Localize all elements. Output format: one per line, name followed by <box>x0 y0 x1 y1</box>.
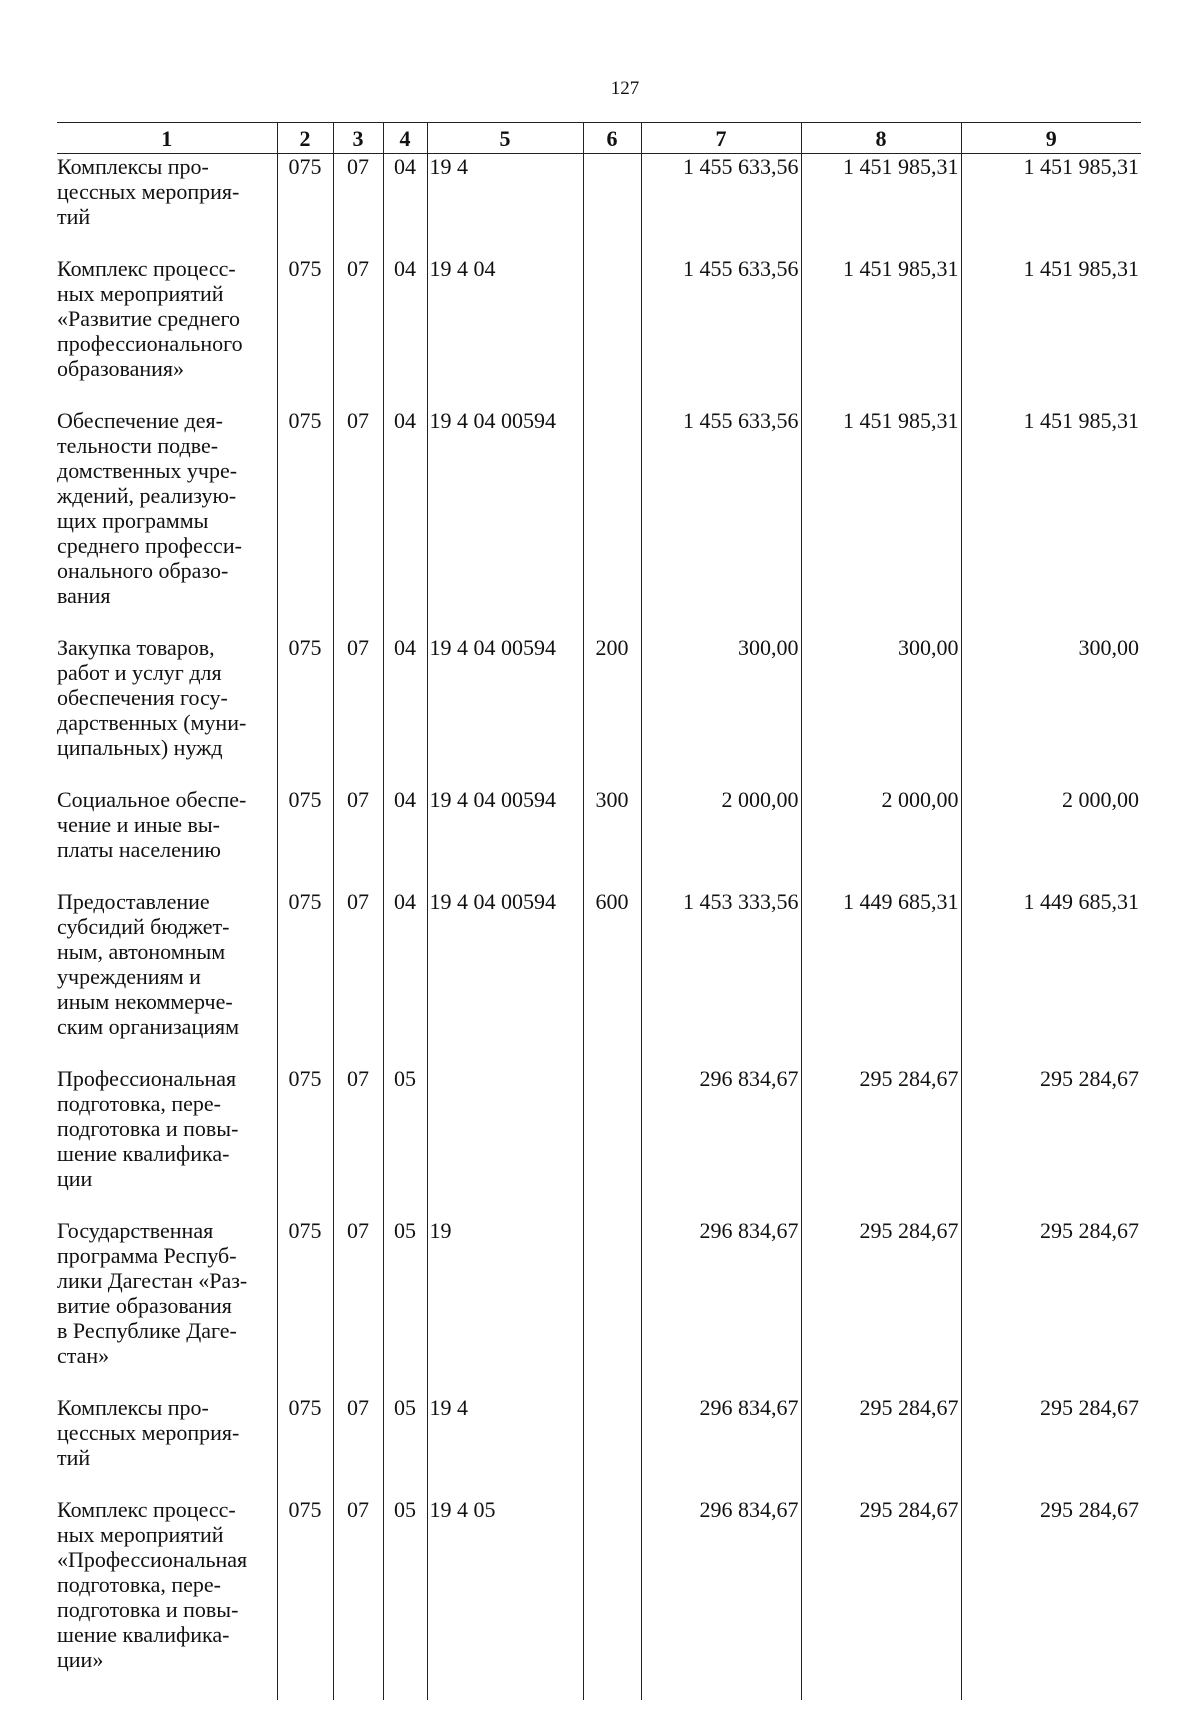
row-amount-8: 295 284,67 <box>801 1218 961 1395</box>
row-amount-9: 295 284,67 <box>961 1066 1141 1218</box>
row-amount-9: 1 451 985,31 <box>961 256 1141 408</box>
column-header-8: 8 <box>801 123 961 154</box>
row-code-6 <box>583 1218 641 1395</box>
row-code-5: 19 4 <box>427 154 583 257</box>
table-body <box>57 154 1141 1701</box>
row-amount-7: 296 834,67 <box>641 1218 801 1395</box>
row-amount-8: 2 000,00 <box>801 787 961 889</box>
row-code-5: 19 4 04 00594 <box>427 889 583 1066</box>
row-name: Профессиональная подготовка, пере- подготовка и повы- шение квалифика- ции <box>57 1066 239 1191</box>
row-amount-9: 1 449 685,31 <box>961 889 1141 1066</box>
row-amount-8: 1 451 985,31 <box>801 256 961 408</box>
row-amount-7: 296 834,67 <box>641 1497 801 1700</box>
row-code-2: 075 <box>277 889 333 1066</box>
row-code-5: 19 4 04 <box>427 256 583 408</box>
column-header-9: 9 <box>961 123 1141 154</box>
row-code-3: 07 <box>333 635 383 787</box>
row-code-6 <box>583 1395 641 1497</box>
row-amount-8: 295 284,67 <box>801 1497 961 1700</box>
row-amount-9: 2 000,00 <box>961 787 1141 889</box>
row-amount-8: 1 451 985,31 <box>801 154 961 257</box>
row-code-3: 07 <box>333 154 383 257</box>
row-code-5 <box>427 1066 583 1218</box>
row-code-6 <box>583 154 641 257</box>
row-code-4: 05 <box>383 1395 427 1497</box>
column-header-5: 5 <box>427 123 583 154</box>
row-code-6 <box>583 256 641 408</box>
table-row <box>57 635 1141 787</box>
row-amount-8: 1 449 685,31 <box>801 889 961 1066</box>
page-number: 127 <box>610 78 640 99</box>
row-code-4: 04 <box>383 635 427 787</box>
column-header-3: 3 <box>333 123 383 154</box>
row-code-4: 05 <box>383 1066 427 1218</box>
column-header-4: 4 <box>383 123 427 154</box>
row-code-6 <box>583 1497 641 1700</box>
row-code-6: 300 <box>583 787 641 889</box>
row-amount-8: 1 451 985,31 <box>801 408 961 635</box>
row-amount-7: 296 834,67 <box>641 1066 801 1218</box>
row-code-5: 19 4 04 00594 <box>427 635 583 787</box>
row-code-3: 07 <box>333 1066 383 1218</box>
table-row <box>57 408 1141 635</box>
row-code-3: 07 <box>333 787 383 889</box>
column-header-1: 1 <box>57 123 277 154</box>
row-code-4: 04 <box>383 408 427 635</box>
row-code-4: 04 <box>383 154 427 257</box>
table-row <box>57 1066 1141 1218</box>
table-row <box>57 889 1141 1066</box>
table-row <box>57 787 1141 889</box>
row-amount-9: 1 451 985,31 <box>961 408 1141 635</box>
row-code-2: 075 <box>277 1066 333 1218</box>
row-name: Предоставление субсидий бюджет- ным, автономным учреждениям и иным некоммерче- ским организациям <box>57 889 240 1039</box>
row-code-2: 075 <box>277 1218 333 1395</box>
row-amount-8: 295 284,67 <box>801 1395 961 1497</box>
row-code-2: 075 <box>277 635 333 787</box>
row-code-6: 200 <box>583 635 641 787</box>
row-code-3: 07 <box>333 256 383 408</box>
row-code-2: 075 <box>277 256 333 408</box>
row-name: Социальное обеспе- чение и иные вы- платы населению <box>57 787 247 862</box>
budget-table <box>57 122 1141 1700</box>
row-code-4: 04 <box>383 256 427 408</box>
row-name: Комплексы про- цессных мероприя- тий <box>57 154 240 229</box>
row-code-4: 05 <box>383 1497 427 1700</box>
row-code-5: 19 4 04 00594 <box>427 408 583 635</box>
row-code-3: 07 <box>333 889 383 1066</box>
row-code-6 <box>583 1066 641 1218</box>
row-amount-7: 300,00 <box>641 635 801 787</box>
row-name: Обеспечение дея- тельности подве- домственных учре- ждений, реализую- щих программы среднего професси- онального образо- вания <box>57 408 242 608</box>
row-code-4: 04 <box>383 787 427 889</box>
row-amount-9: 295 284,67 <box>961 1395 1141 1497</box>
row-code-2: 075 <box>277 787 333 889</box>
row-code-6: 600 <box>583 889 641 1066</box>
table-row <box>57 256 1141 408</box>
row-code-4: 05 <box>383 1218 427 1395</box>
row-amount-9: 295 284,67 <box>961 1218 1141 1395</box>
row-amount-8: 295 284,67 <box>801 1066 961 1218</box>
row-code-2: 075 <box>277 408 333 635</box>
header-row <box>57 123 1141 154</box>
row-name: Комплексы про- цессных мероприя- тий <box>57 1395 240 1470</box>
row-amount-9: 295 284,67 <box>961 1497 1141 1700</box>
column-header-7: 7 <box>641 123 801 154</box>
row-code-3: 07 <box>333 408 383 635</box>
table-row <box>57 1497 1141 1700</box>
column-header-6: 6 <box>583 123 641 154</box>
row-name: Государственная программа Респуб- лики Дагестан «Раз- витие образования в Республике Даге- стан» <box>57 1218 248 1368</box>
row-code-5: 19 4 <box>427 1395 583 1497</box>
row-code-6 <box>583 408 641 635</box>
row-code-2: 075 <box>277 1395 333 1497</box>
row-code-2: 075 <box>277 154 333 257</box>
row-amount-9: 300,00 <box>961 635 1141 787</box>
table-row <box>57 1218 1141 1395</box>
row-name: Комплекс процесс- ных мероприятий «Профессиональная подготовка, пере- подготовка и повы- шение квалифика- ции» <box>57 1497 248 1672</box>
row-amount-8: 300,00 <box>801 635 961 787</box>
row-code-3: 07 <box>333 1218 383 1395</box>
row-amount-7: 1 455 633,56 <box>641 154 801 257</box>
table-row <box>57 154 1141 257</box>
row-amount-7: 2 000,00 <box>641 787 801 889</box>
row-name: Закупка товаров, работ и услуг для обеспечения госу- дарственных (муни- ципальных) нужд <box>57 635 247 760</box>
row-code-5: 19 4 04 00594 <box>427 787 583 889</box>
row-amount-7: 1 455 633,56 <box>641 256 801 408</box>
table-header <box>57 123 1141 154</box>
row-amount-7: 1 455 633,56 <box>641 408 801 635</box>
row-amount-7: 1 453 333,56 <box>641 889 801 1066</box>
row-amount-9: 1 451 985,31 <box>961 154 1141 257</box>
row-name: Комплекс процесс- ных мероприятий «Развитие среднего профессионального образования» <box>57 256 243 381</box>
row-code-3: 07 <box>333 1497 383 1700</box>
row-amount-7: 296 834,67 <box>641 1395 801 1497</box>
row-code-5: 19 4 05 <box>427 1497 583 1700</box>
row-code-4: 04 <box>383 889 427 1066</box>
column-header-2: 2 <box>277 123 333 154</box>
table-row <box>57 1395 1141 1497</box>
row-code-3: 07 <box>333 1395 383 1497</box>
row-code-2: 075 <box>277 1497 333 1700</box>
row-code-5: 19 <box>427 1218 583 1395</box>
